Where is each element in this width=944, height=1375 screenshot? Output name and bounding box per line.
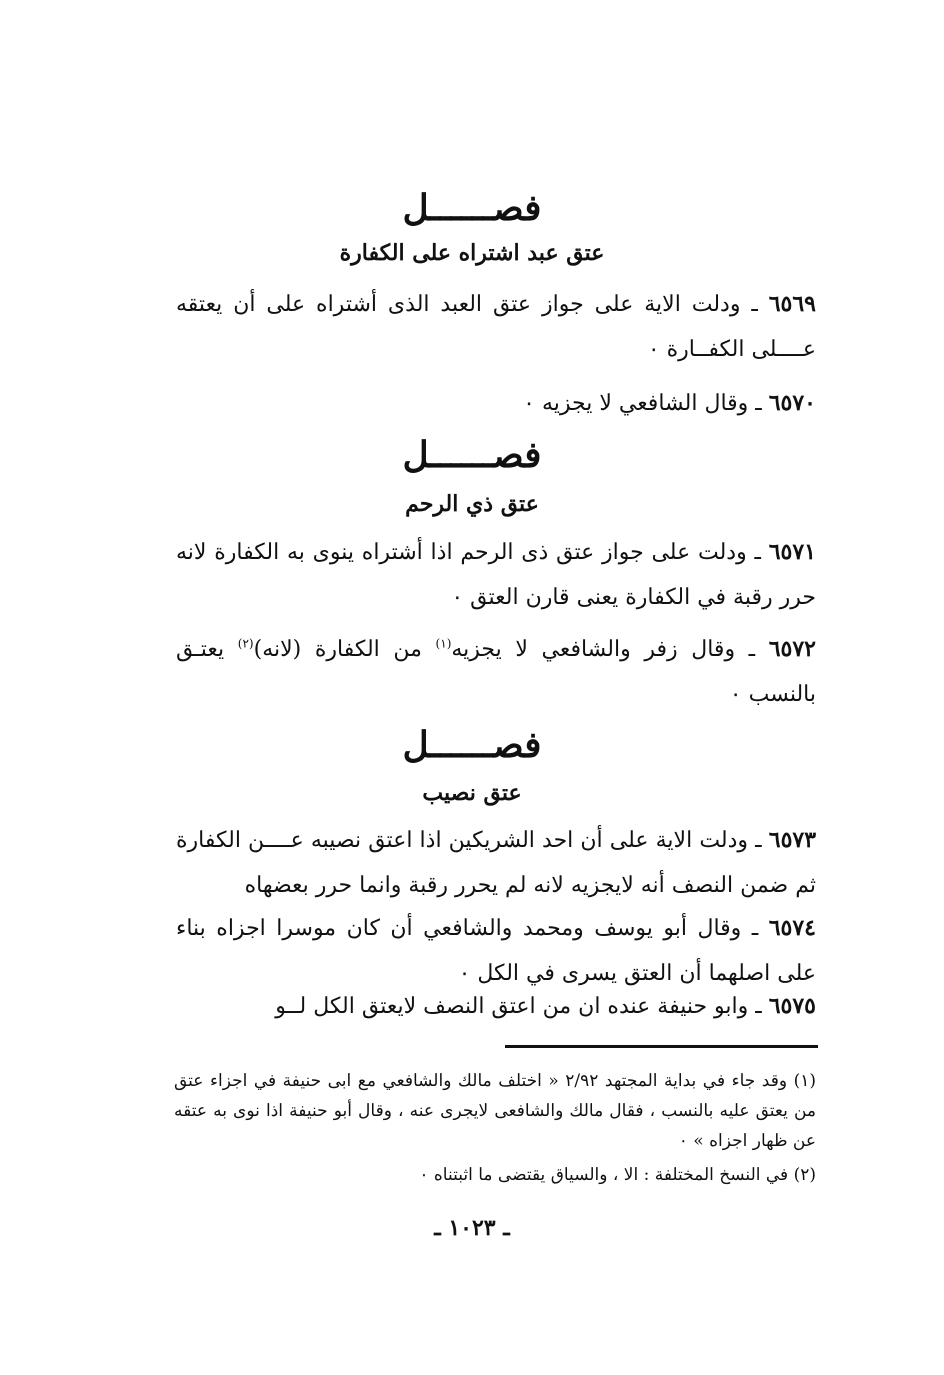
paragraph-number: ٦٥٦٩ (768, 291, 816, 317)
paragraph (176, 818, 816, 908)
paragraph-text: ـ وقال أبو يوسف ومحمد والشافعي أن كان موسرا اجزاه بناء على اصلهما أن العتق يسرى في الكل ٠ (176, 916, 816, 986)
paragraph (176, 906, 816, 996)
paragraph-number: ٦٥٧٥ (768, 993, 816, 1019)
footnote (174, 1066, 816, 1156)
section-heading: فصــــــل (402, 434, 542, 476)
paragraph-text: ـ وقال زفر والشافعي لا يجزيه (451, 637, 756, 662)
paragraph-text: ـ ودلت على جواز عتق ذى الرحم اذا أشتراه ينوى به الكفارة لانه حرر رقبة في الكفارة يعنى قارن العتق ٠ (176, 540, 816, 610)
paragraph-text: ـ ودلت الاية على جواز عتق العبد الذى أشتراه على أن يعتقه عــــلى الكفــارة ٠ (176, 292, 816, 362)
section-heading: فصــــــل (402, 187, 542, 229)
paragraph (176, 984, 816, 1029)
paragraph-number: ٦٥٧٣ (768, 827, 817, 853)
paragraph-number: ٦٥٧٤ (768, 915, 816, 941)
section-title: عتق ذي الرحم (405, 491, 539, 517)
paragraph-number: ٦٥٧٠ (768, 390, 816, 416)
footnote-ref: (٢) (237, 636, 254, 651)
section-title: عتق نصيب (422, 780, 522, 806)
page-number: ـ ١٠٢٣ ـ (434, 1215, 510, 1241)
footnote (174, 1160, 816, 1190)
paragraph-text: يعتـق بالنسب ٠ (176, 637, 816, 707)
section-heading: فصــــــل (402, 724, 542, 766)
paragraph-text: ـ وقال الشافعي لا يجزيه ٠ (523, 391, 762, 416)
paragraph (176, 627, 816, 717)
paragraph-text: من الكفارة (لانه) (253, 637, 436, 662)
footnote-text: وقد جاء في بداية المجتهد ٢/٩٢ « اختلف مالك والشافعي مع ابى حنيفة في اجزاء عتق من يعتق عليه بالنسب ، فقال مالك والشافعى لايجرى عنه ، وقال أبو حنيفة اذا نوى به عتقه عن ظهار اجزاه » ٠ (174, 1071, 816, 1151)
paragraph (176, 381, 816, 426)
paragraph-number: ٦٥٧١ (768, 539, 816, 565)
footnote-marker: (٢) (793, 1165, 816, 1185)
paragraph (176, 282, 816, 372)
footnote-divider (505, 1045, 818, 1048)
paragraph-number: ٦٥٧٢ (768, 636, 816, 662)
paragraph-text: ـ ودلت الاية على أن احد الشريكين اذا اعتق نصيبه عــــن الكفارة ثم ضمن النصف أنه لايجزيه لانه لم يحرر رقبة وانما حرر بعضهاه (176, 828, 816, 898)
paragraph (176, 530, 816, 620)
footnote-ref: (١) (435, 636, 452, 651)
section-title: عتق عبد اشتراه على الكفارة (339, 240, 605, 266)
footnote-text: في النسخ المختلفة : الا ، والسياق يقتضى ما اثبتناه ٠ (419, 1165, 789, 1185)
footnote-marker: (١) (793, 1071, 817, 1091)
paragraph-text: ـ وابو حنيفة عنده ان من اعتق النصف لايعتق الكل لــو (275, 994, 762, 1019)
